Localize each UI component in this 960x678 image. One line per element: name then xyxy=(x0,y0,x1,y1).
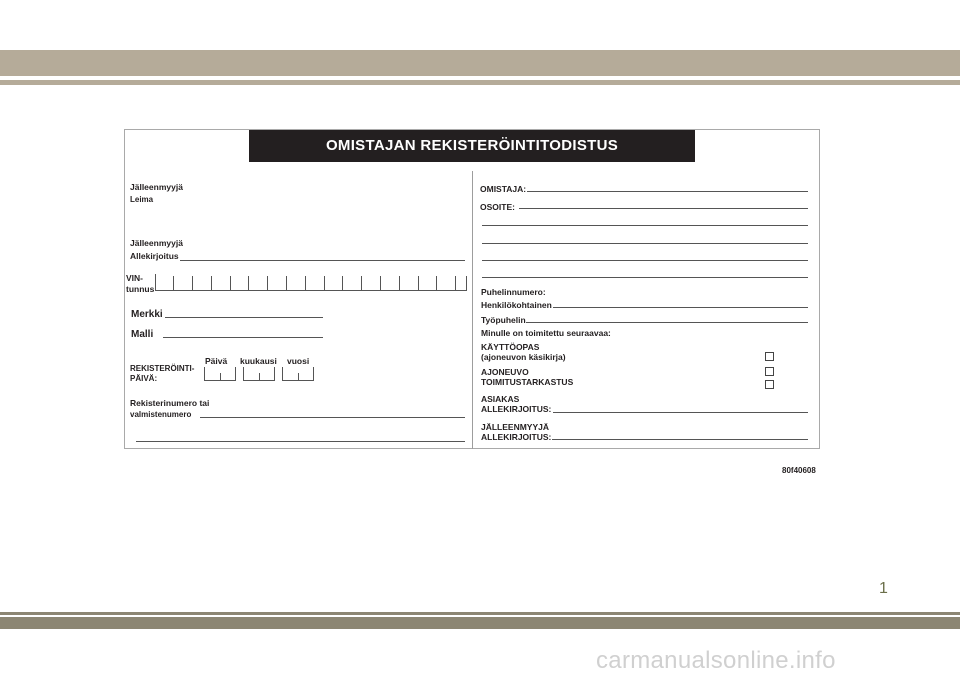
registration-number-field[interactable] xyxy=(200,417,465,418)
phone-label: Puhelinnumero: xyxy=(481,287,546,297)
footer-band xyxy=(0,617,960,629)
chassis-number-label: valmistenumero xyxy=(130,410,192,419)
year-field[interactable] xyxy=(282,367,314,381)
model-field[interactable] xyxy=(163,337,323,338)
month-field[interactable] xyxy=(243,367,275,381)
manual-sublabel: (ajoneuvon käsikirja) xyxy=(481,352,566,362)
signature-label: Allekirjoitus xyxy=(130,251,179,261)
dealer-signature-label: Jälleenmyyjä xyxy=(130,238,183,248)
column-divider xyxy=(472,171,473,449)
delivered-items-label: Minulle on toimitettu seuraavaa: xyxy=(481,328,611,338)
figure-code: 80f40608 xyxy=(782,466,816,475)
manual-label: KÄYTTÖOPAS xyxy=(481,342,540,352)
registration-number-field-2[interactable] xyxy=(136,441,465,442)
customer-signature-label: ALLEKIRJOITUS: xyxy=(481,404,552,414)
personal-phone-field[interactable] xyxy=(553,307,808,308)
vin-label: VIN- xyxy=(126,273,143,283)
address-field-2[interactable] xyxy=(482,225,808,226)
address-label: OSOITE: xyxy=(480,202,515,212)
personal-phone-label: Henkilökohtainen xyxy=(481,300,552,310)
address-field-4[interactable] xyxy=(482,260,808,261)
vehicle-label: AJONEUVO xyxy=(481,367,529,377)
work-phone-field[interactable] xyxy=(526,322,808,323)
day-field[interactable] xyxy=(204,367,236,381)
make-field[interactable] xyxy=(165,317,323,318)
vin-label-2: tunnus xyxy=(126,284,155,294)
dealer-signature-field[interactable] xyxy=(180,260,465,261)
stamp-label: Leima xyxy=(130,195,154,204)
owner-label: OMISTAJA: xyxy=(480,184,527,194)
day-label: Päivä xyxy=(205,356,228,366)
footer-band-stripe xyxy=(0,612,960,615)
registration-number-label: Rekisterinumero tai xyxy=(130,398,210,408)
inspection-checkbox[interactable] xyxy=(765,380,774,389)
page-number: 1 xyxy=(879,580,888,597)
address-field-3[interactable] xyxy=(482,243,808,244)
dealer-stamp-label: Jälleenmyyjä xyxy=(130,182,183,192)
dealer-signature-label-right: ALLEKIRJOITUS: xyxy=(481,432,552,442)
customer-signature-field[interactable] xyxy=(553,412,808,413)
watermark: carmanualsonline.info xyxy=(596,647,836,674)
header-band xyxy=(0,50,960,76)
dealer-signature-field-right[interactable] xyxy=(552,439,808,440)
address-field[interactable] xyxy=(519,208,808,209)
month-label: kuukausi xyxy=(240,356,277,366)
registration-date-label: REKISTERÖINTI- xyxy=(130,364,195,373)
form-title: OMISTAJAN REKISTERÖINTITODISTUS xyxy=(249,130,695,162)
vehicle-checkbox[interactable] xyxy=(765,367,774,376)
model-label: Malli xyxy=(131,329,154,340)
work-phone-label: Työpuhelin xyxy=(481,315,526,325)
customer-label: ASIAKAS xyxy=(481,394,520,404)
year-label: vuosi xyxy=(287,356,310,366)
make-label: Merkki xyxy=(131,309,163,320)
dealer-label: JÄLLEENMYYJÄ xyxy=(481,422,550,432)
vin-field[interactable] xyxy=(155,274,467,291)
owner-field[interactable] xyxy=(527,191,808,192)
address-field-5[interactable] xyxy=(482,277,808,278)
delivery-inspection-label: TOIMITUSTARKASTUS xyxy=(481,377,574,387)
header-band-stripe xyxy=(0,80,960,85)
registration-date-label-2: PÄIVÄ: xyxy=(130,374,158,383)
manual-checkbox[interactable] xyxy=(765,352,774,361)
